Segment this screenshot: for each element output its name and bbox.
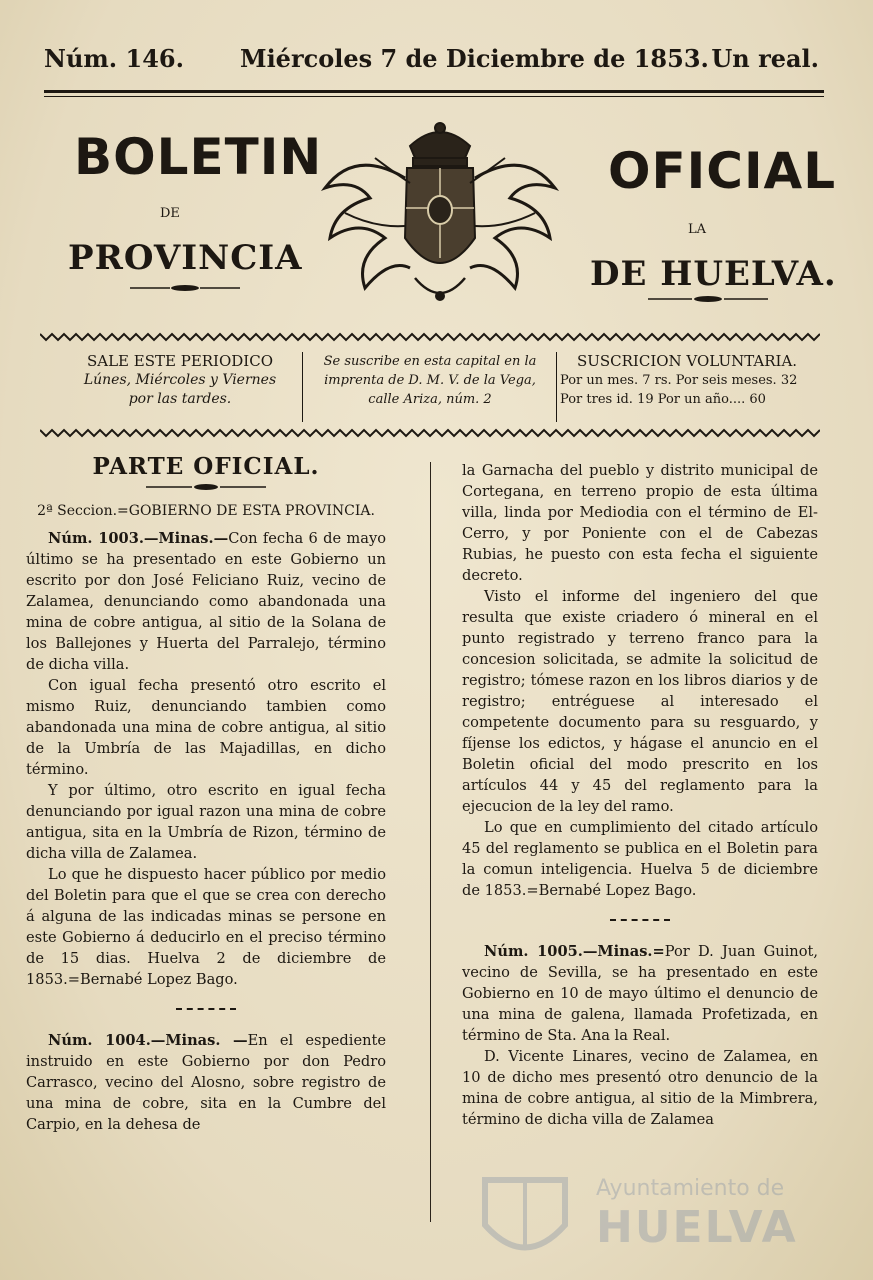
band-subscription-place [308, 352, 552, 409]
right-column [462, 460, 818, 1130]
notice-1004-closing: Lo que en cumplimiento del citado artículo 45 del reglamento se publica en el Boletin para la comun inteligencia. Huelva 5 de diciembre de 1853.=Bernabé Lopez Bago. [462, 819, 818, 899]
notice-1004-paragraph-1 [26, 1030, 386, 1135]
archive-watermark [470, 1170, 800, 1270]
left-column [26, 453, 386, 1135]
band-right-line1: SUSCRICION VOLUNTARIA. [576, 352, 798, 370]
subscription-band [40, 332, 820, 442]
band-border-bottom [40, 428, 820, 438]
issue-line [40, 44, 825, 88]
notice-1003-paragraph-1 [26, 528, 386, 675]
notice-1003-lead: Núm. 1003.—Minas.— [48, 530, 229, 547]
watermark-line1: Ayuntamiento de [596, 1176, 785, 1201]
notice-1003-paragraph-2: Con igual fecha presentó otro escrito el mismo Ruiz, denunciando tambien como abandonada una mina de cobre antigua, al sitio de la Umbría de las Majadillas, en dicho término. [26, 677, 386, 778]
notice-1003-text: Con fecha 6 de mayo último se ha presentado en este Gobierno un escrito por don José Feliciano Ruiz, vecino de Zalamea, denunciando como abandonada una mina de cobre antigua, al sitio de la Solana de los Ballejones y Huerta del Parralejo, término de dicha villa. [26, 530, 386, 673]
band-middle-line1: Se suscribe en esta capital en la [323, 354, 537, 369]
notice-1003-paragraph-3: Y por último, otro escrito en igual fecha denunciando por igual razon una mina de cobre antigua, sita en la Umbría de Rizon, término de dicha villa de Zalamea. [26, 782, 386, 862]
section-title: PARTE OFICIAL. [92, 453, 320, 480]
notice-separator-left [176, 1008, 236, 1012]
header-rule [44, 90, 824, 93]
issue-number: Núm. 146. [44, 44, 184, 73]
notice-1004-continuation: la Garnacha del pueblo y distrito municipal de Cortegana, en terreno propio de esta última villa, linda por Mediodia con el término de El-Cerro, y por Poniente con el de Cabezas Rubias, he puesto con esta fecha el siguiente decreto. [462, 462, 818, 584]
masthead-la: LA [688, 222, 707, 237]
band-separator-1 [302, 352, 303, 422]
notice-1005-paragraph-2: D. Vicente Linares, vecino de Zalamea, en 10 de dicho mes presentó otro denuncio de la mina de cobre antigua, al sitio de la Mimbrera, término de dicha villa de Zalamea [462, 1048, 818, 1128]
band-left-line2: Lúnes, Miércoles y Viernes [83, 372, 277, 388]
band-separator-2 [556, 352, 557, 422]
masthead-provincia: PROVINCIA [68, 238, 303, 278]
notice-1004-decree: Visto el informe del ingeniero del que resulta que existe criadero ó mineral en el punto registrado y terreno franco para la concesion solicitada, se admite la solicitud de registro; tómese razon en los libros diarios y de registro; entréguese al interesado el competente documento para su resguardo, y fíjense los edictos, y hágase el anuncio en el Boletin oficial del modo prescrito en los artículos 44 y 45 del reglamento para la ejecucion de la ley del ramo. [462, 588, 818, 815]
masthead-ornament-left [130, 283, 240, 293]
band-border-top [40, 332, 820, 342]
band-right-line3: Por tres id. 19 Por un año.... 60 [560, 392, 766, 407]
band-right-line2: Por un mes. 7 rs. Por seis meses. 32 [560, 373, 798, 388]
notice-1005-text: Por D. Juan Guinot, vecino de Sevilla, se ha presentado en este Gobierno en 10 de mayo último el denuncio de una mina de galena, llamada Profetizada, en término de Sta. Ana la Real. [462, 943, 818, 1044]
column-divider [430, 462, 431, 1222]
notice-1003-paragraph-4: Lo que he dispuesto hacer público por medio del Boletin para que el que se crea con derecho á alguna de las indicadas minas se persone en este Gobierno á deducirlo en el preciso término de 15 dias. Huelva 2 de diciembre de 1853.=Bernabé Lopez Bago. [26, 866, 386, 988]
band-left-line1: SALE ESTE PERIODICO [86, 352, 274, 370]
masthead-boletin: BOLETIN [74, 128, 323, 186]
royal-crest-emblem [315, 118, 565, 318]
notice-1004-text: En el espediente instruido en este Gobierno por don Pedro Carrasco, vecino del Alosno, sobre registro de una mina de cobre, sita en la Cumbre del Carpio, en la dehesa de [26, 1032, 386, 1133]
watermark-line2: HUELVA [596, 1202, 798, 1253]
band-subscription-prices [560, 352, 814, 409]
masthead-ornament-right [648, 294, 768, 304]
masthead-oficial: OFICIAL [608, 142, 837, 200]
section-title-ornament [146, 483, 266, 491]
issue-price: Un real. [711, 44, 819, 73]
notice-1005-paragraph-1 [462, 941, 818, 1046]
band-publication-days [60, 352, 300, 409]
issue-date: Miércoles 7 de Diciembre de 1853. [240, 44, 709, 73]
watermark-shield-icon [470, 1170, 580, 1270]
notice-separator-right [610, 919, 670, 923]
notice-1004-lead: Núm. 1004.—Minas. — [48, 1032, 248, 1049]
band-left-line3: por las tardes. [128, 391, 232, 407]
band-middle-line3: calle Ariza, núm. 2 [368, 392, 492, 407]
header-rule-thin [44, 96, 824, 97]
subsection-heading: 2ª Seccion.=GOBIERNO DE ESTA PROVINCIA. [37, 503, 375, 519]
notice-1005-lead: Núm. 1005.—Minas.= [484, 943, 665, 960]
masthead-de-left: DE [160, 206, 180, 221]
masthead-de-huelva: DE HUELVA. [590, 254, 837, 294]
band-middle-line2: imprenta de D. M. V. de la Vega, [324, 373, 536, 388]
